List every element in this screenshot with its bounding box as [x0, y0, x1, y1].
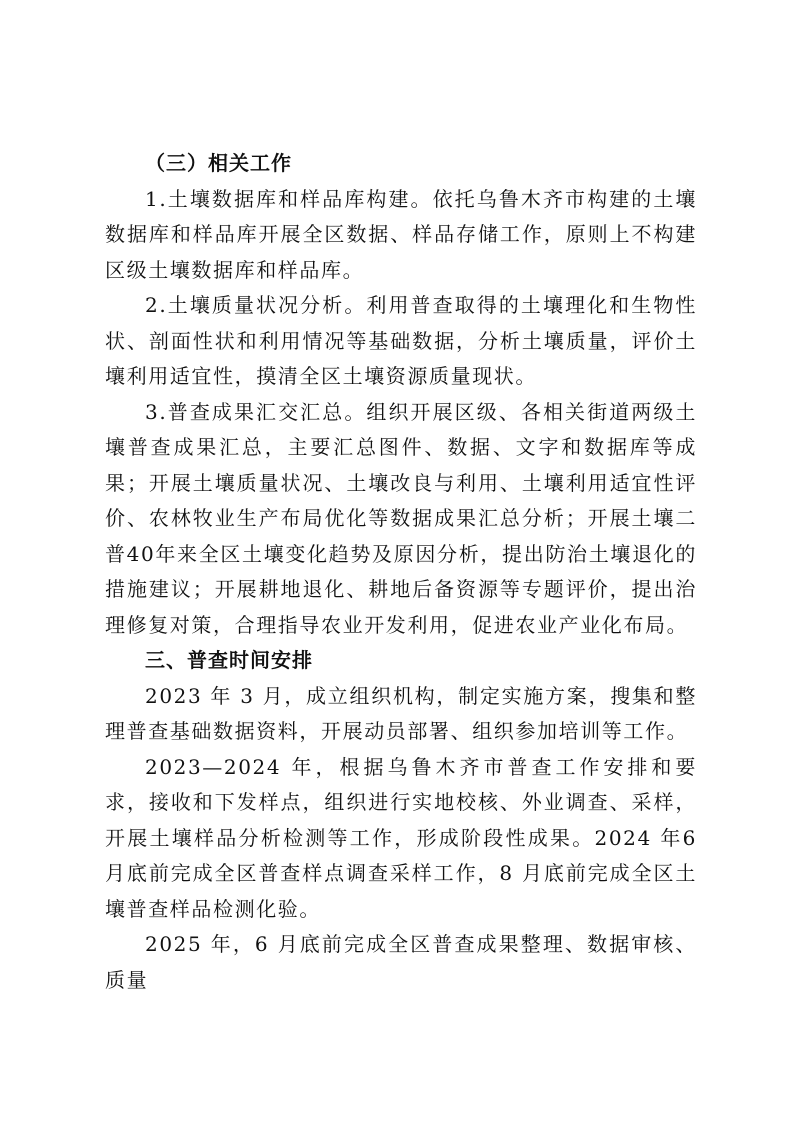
paragraph-quality-analysis: 2.土壤质量状况分析。利用普查取得的土壤理化和生物性状、剖面性状和利用情况等基础数据，分析土壤质量，评价土壤利用适宜性，摸清全区土壤资源质量现状。	[105, 293, 697, 388]
paragraph-schedule-2023-2024: 2023—2024 年，根据乌鲁木齐市普查工作安排和要求，接收和下发样点，组织进行实地校核、外业调查、采样，开展土壤样品分析检测等工作，形成阶段性成果。2024 年6 月底前完成全区普查样点调查采样工作，8 月底前完成全区土壤普查样品检测化验。	[105, 754, 697, 921]
paragraph-database-construction: 1.土壤数据库和样品库构建。依托乌鲁木齐市构建的土壤数据库和样品库开展全区数据、样品存储工作，原则上不构建区级土壤数据库和样品库。	[105, 186, 697, 282]
paragraph-results-summary: 3.普查成果汇交汇总。组织开展区级、各相关街道两级土壤普查成果汇总，主要汇总图件、数据、文字和数据库等成果；开展土壤质量状况、土壤改良与利用、土壤利用适宜性评价、农林牧业生产布局优化等数据成果汇总分析；开展土壤二普40年来全区土壤变化趋势及原因分析，提出防治土壤退化的措施建议；开展耕地退化、耕地后备资源等专题评价，提出治理修复对策，合理指导农业开发利用，促进农业产业化布局。	[105, 399, 697, 637]
paragraph-schedule-2025: 2025 年，6 月底前完成全区普查成果整理、数据审核、质量	[105, 932, 697, 992]
chapter-heading-schedule: 三、普查时间安排	[145, 648, 313, 672]
paragraph-schedule-2023: 2023 年 3 月，成立组织机构，制定实施方案，搜集和整理普查基础数据资料，开展动员部署、组织参加培训等工作。	[105, 683, 697, 743]
section-heading-related-work: （三）相关工作	[145, 151, 292, 175]
document-body	[105, 146, 697, 998]
